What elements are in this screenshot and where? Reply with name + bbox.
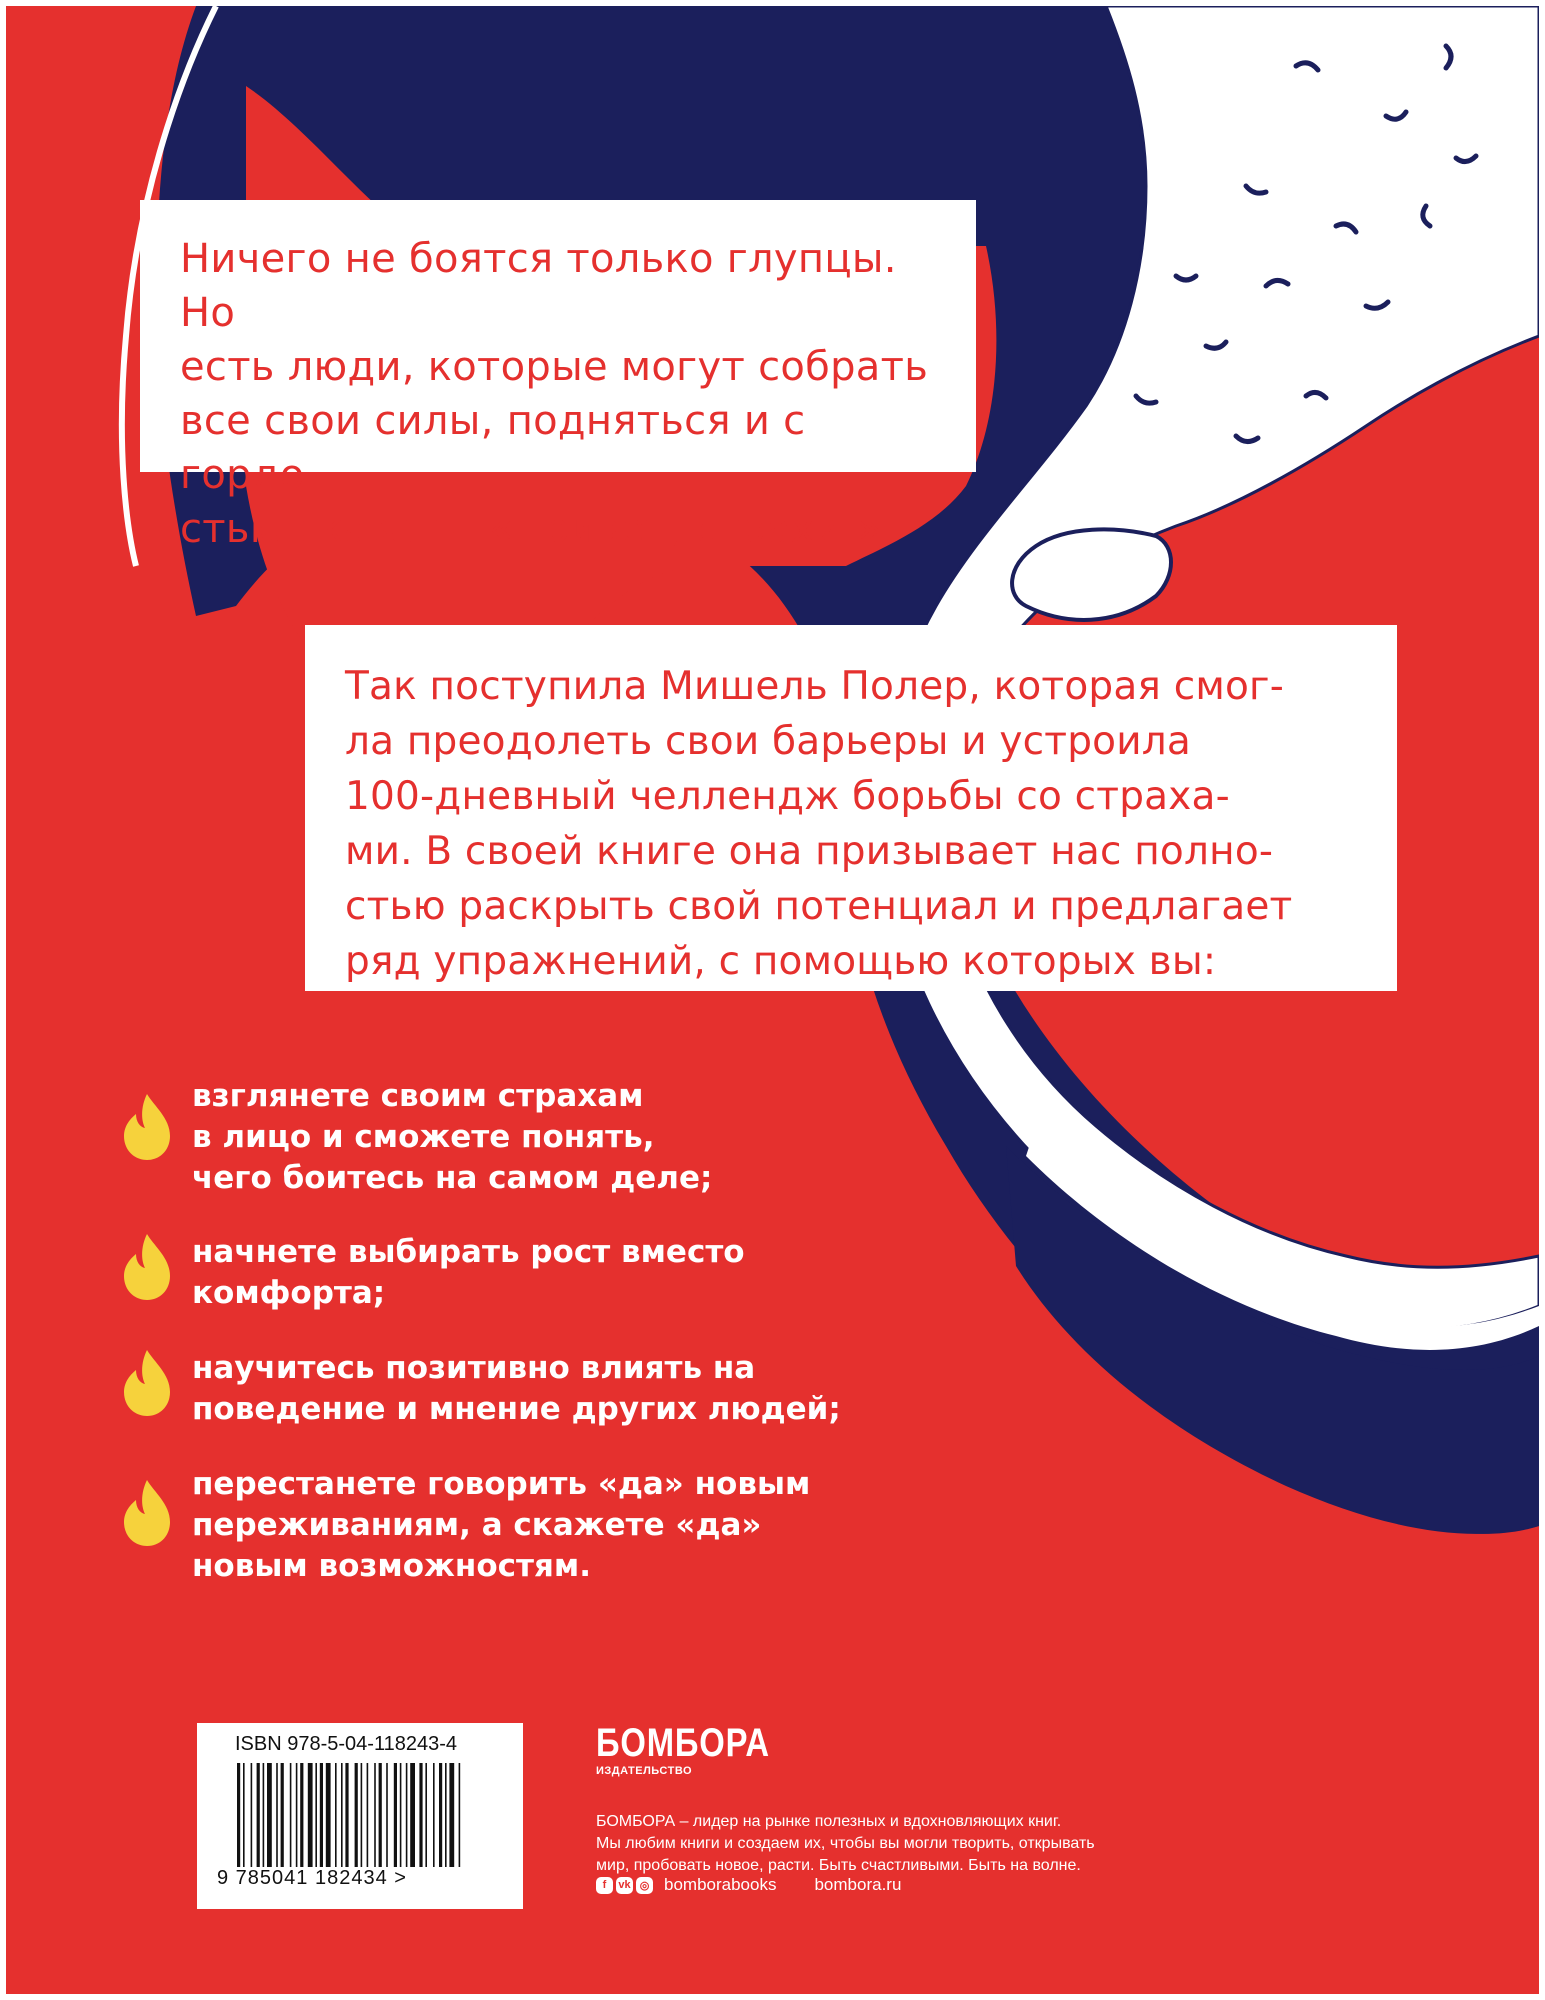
barcode-bar <box>449 1763 454 1867</box>
instagram-icon[interactable]: ◎ <box>636 1877 653 1894</box>
publisher-logo: БОМБОРА <box>596 1721 770 1765</box>
barcode-bar <box>439 1763 442 1867</box>
barcode-bar <box>237 1763 240 1867</box>
barcode-bar <box>335 1763 337 1867</box>
barcode-bar <box>345 1763 348 1867</box>
social-handle[interactable]: bomborabooks <box>664 1875 777 1894</box>
isbn-barcode-card <box>197 1723 523 1909</box>
barcode-bar <box>251 1763 253 1867</box>
barcode-bar <box>367 1763 369 1867</box>
barcode-bar <box>445 1763 447 1867</box>
barcode-bar <box>308 1763 313 1867</box>
barcode-digits: 9 785041 182434 > <box>217 1867 407 1889</box>
barcode-bar <box>425 1763 427 1867</box>
barcode-bar <box>355 1763 358 1867</box>
barcode-bar <box>290 1763 292 1867</box>
quote-box <box>140 200 976 552</box>
barcode-bar <box>433 1763 435 1867</box>
barcode-bar <box>243 1763 245 1867</box>
barcode-bar <box>326 1763 331 1867</box>
flame-icon <box>120 1232 174 1302</box>
barcode-bar <box>419 1763 422 1867</box>
flame-icon <box>120 1348 174 1418</box>
vk-icon[interactable]: vk <box>616 1877 633 1894</box>
barcode-bar <box>374 1763 376 1867</box>
book-back-cover <box>6 6 1539 1994</box>
website-link[interactable]: bombora.ru <box>814 1875 902 1894</box>
barcode-bar <box>406 1763 408 1867</box>
publisher-description: БОМБОРА – лидер на рынке полезных и вдохновляющих книг. Мы любим книги и создаем их, чтобы вы могли творить, открывать мир, пробовать новое, расти. Быть счастливыми. Быть на волне. <box>596 1813 1095 1874</box>
publisher-block <box>596 1721 1196 1894</box>
barcode-bar <box>361 1763 363 1867</box>
barcode-bar <box>281 1763 284 1867</box>
barcode-bar <box>267 1763 272 1867</box>
publisher-subtitle: ИЗДАТЕЛЬСТВО <box>596 1765 693 1777</box>
facebook-icon[interactable]: f <box>596 1877 613 1894</box>
barcode-bar <box>257 1763 260 1867</box>
barcode <box>237 1763 487 1867</box>
bullet-text: научитесь позитивно влиять на поведение и мнение других людей; <box>192 1350 841 1427</box>
quote-text: Ничего не боятся только глупцы. Но есть люди, которые могут собрать все свои силы, подняться и с гордо- стью сказать: «Привет, страхи!» <box>180 236 929 552</box>
description-box <box>305 625 1397 991</box>
barcode-bar <box>315 1763 317 1867</box>
barcode-bar <box>410 1763 415 1867</box>
bullet-text: взглянете своим страхам в лицо и сможете понять, чего боитесь на самом деле; <box>192 1078 713 1196</box>
barcode-bar <box>459 1763 461 1867</box>
barcode-bar <box>341 1763 343 1867</box>
flame-icon <box>120 1478 174 1548</box>
barcode-bar <box>276 1763 278 1867</box>
social-links <box>596 1875 901 1895</box>
barcode-bar <box>394 1763 397 1867</box>
bullet-text: перестанете говорить «да» новым переживаниям, а скажете «да» новым возможностям. <box>192 1466 811 1584</box>
barcode-bar <box>320 1763 323 1867</box>
isbn-label: ISBN 978-5-04-118243-4 <box>235 1733 457 1755</box>
barcode-bar <box>300 1763 303 1867</box>
barcode-bar <box>263 1763 265 1867</box>
barcode-bar <box>386 1763 388 1867</box>
bullet-text: начнете выбирать рост вместо комфорта; <box>192 1234 745 1311</box>
flame-icon <box>120 1092 174 1162</box>
barcode-bar <box>400 1763 402 1867</box>
description-text: Так поступила Мишель Полер, которая смог- ла преодолеть свои барьеры и устроила 100-дневный челлендж борьбы со страха- ми. В своей книге она призывает нас полно- стью раскрыть свой потенциал и предлагает ряд упражнений, с помощью которых вы: <box>345 664 1293 984</box>
barcode-bar <box>379 1763 382 1867</box>
barcode-bar <box>296 1763 298 1867</box>
